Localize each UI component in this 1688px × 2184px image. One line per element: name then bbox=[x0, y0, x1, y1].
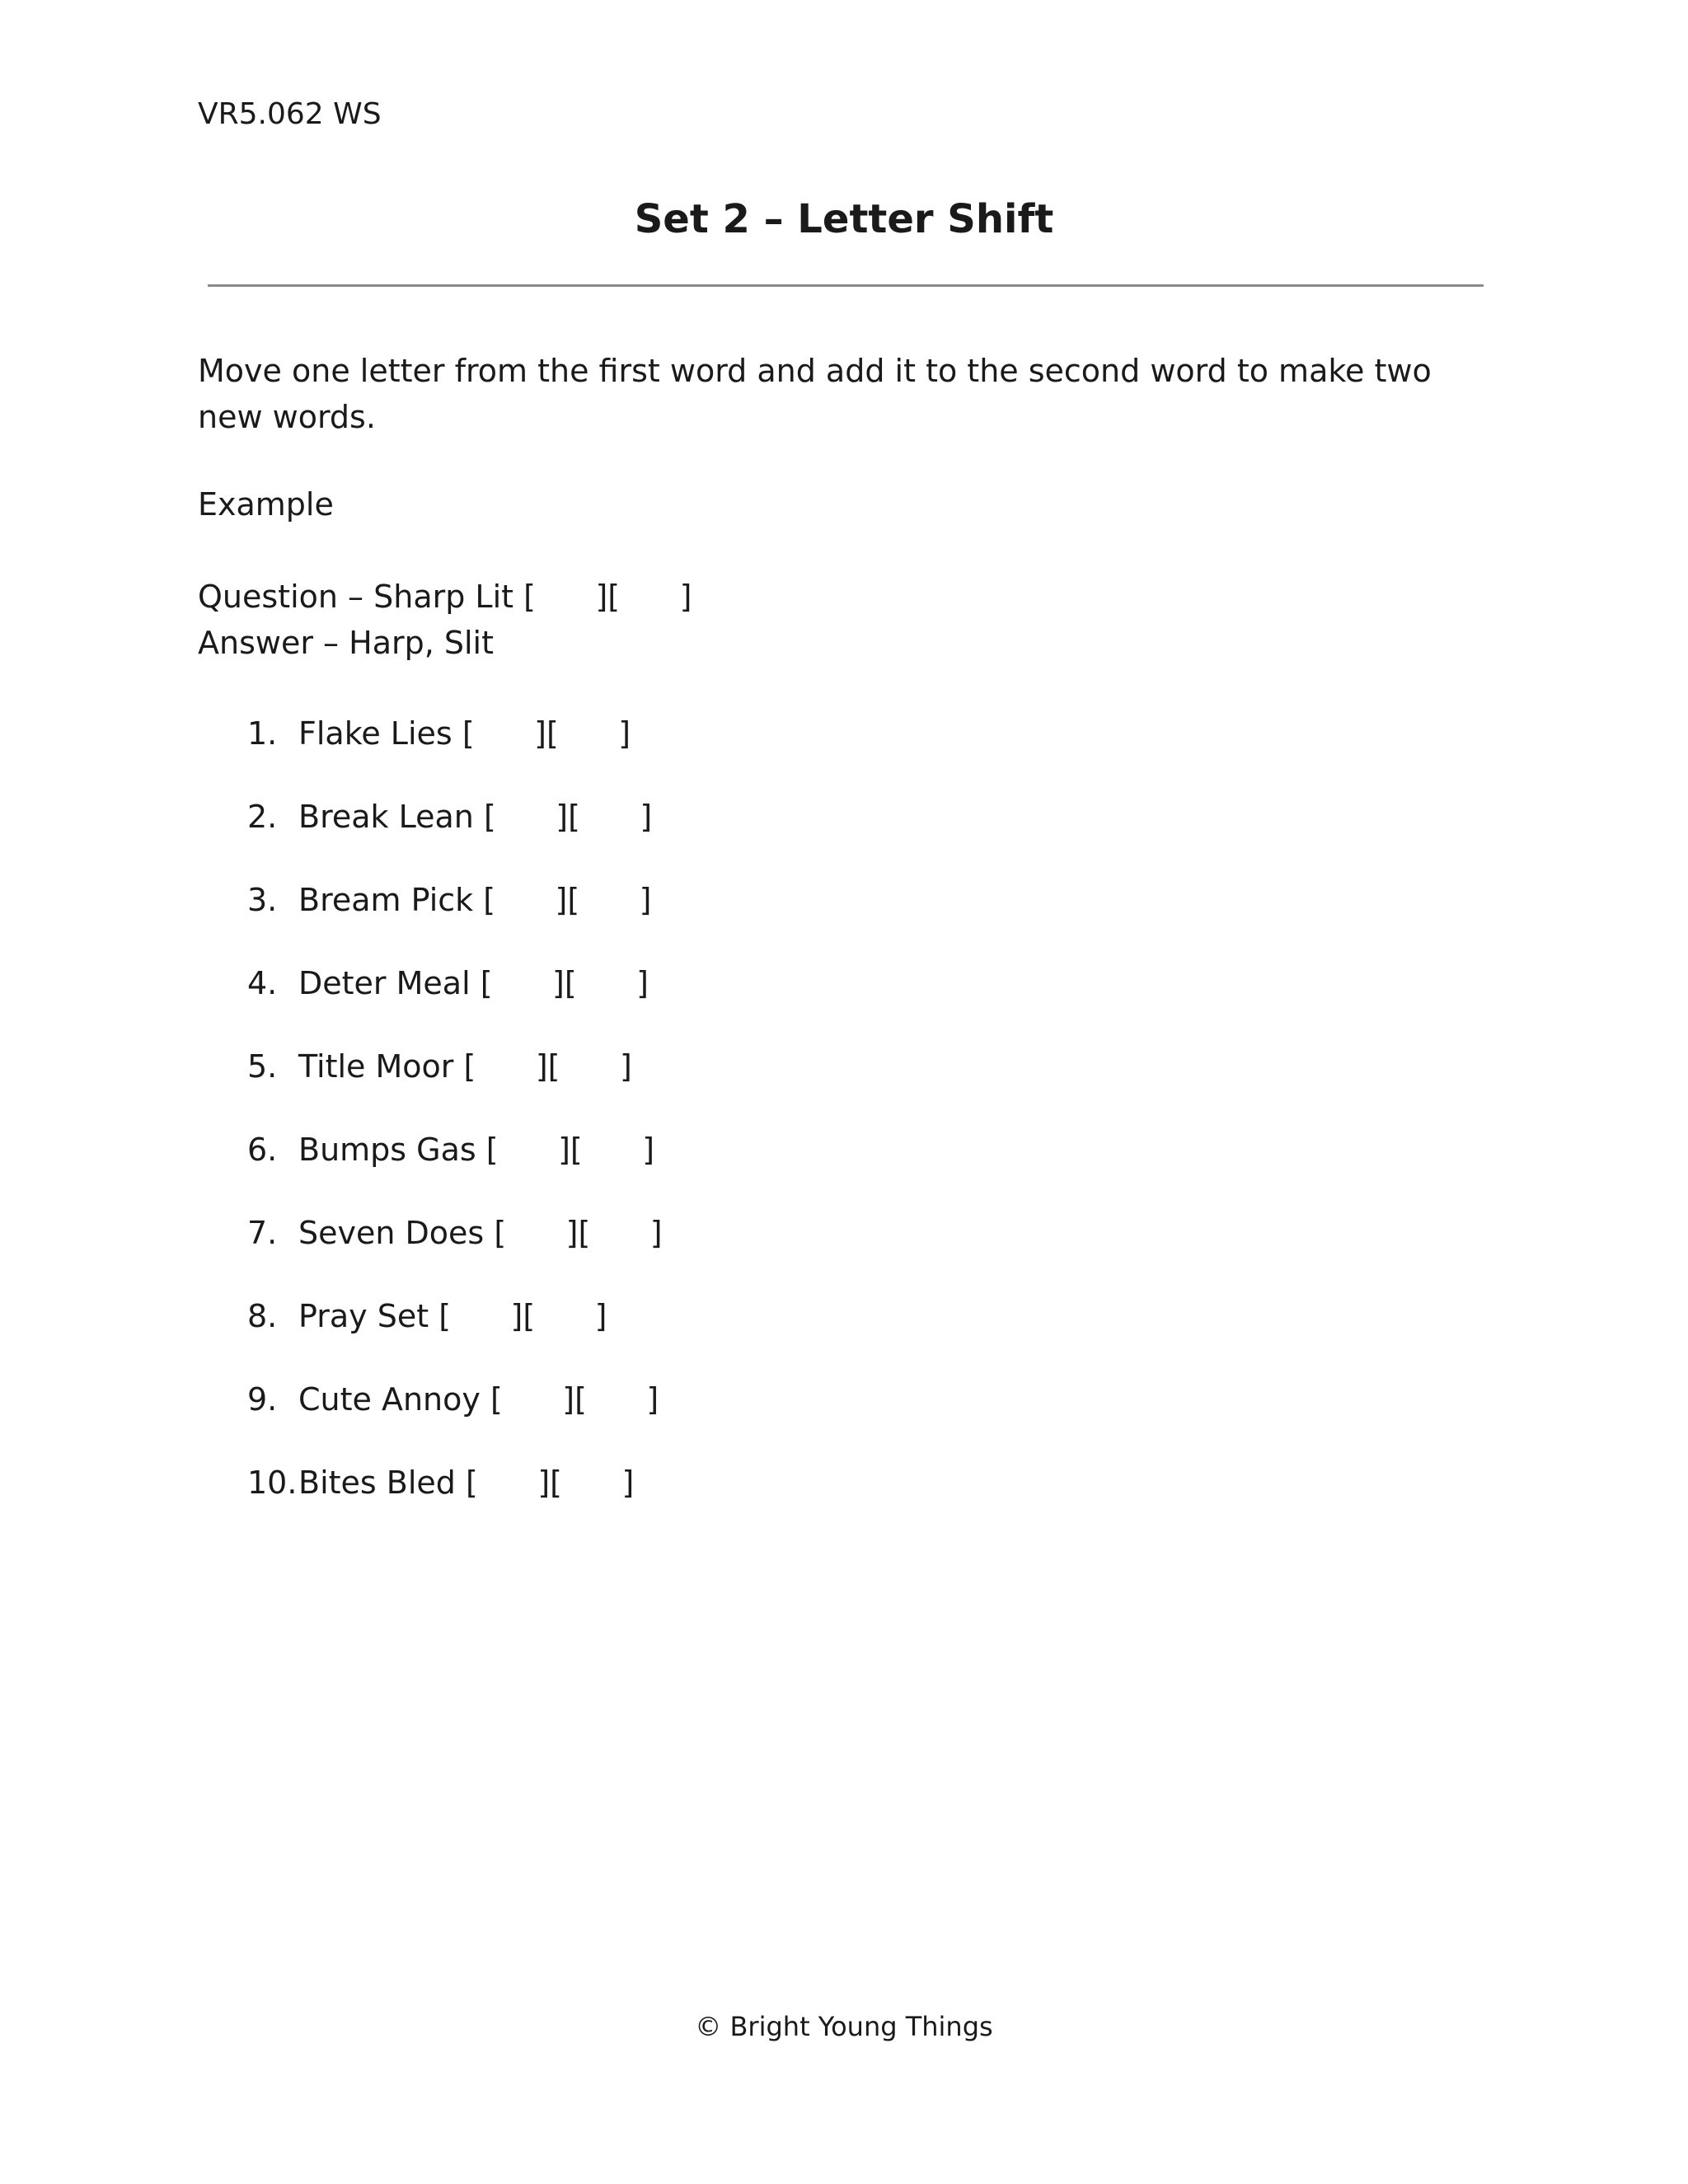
question-words: Deter Meal bbox=[298, 965, 471, 1001]
question-item bbox=[247, 1465, 663, 1548]
question-words: Cute Annoy bbox=[298, 1381, 481, 1418]
answer-blanks[interactable]: [ ][ ] bbox=[494, 1215, 663, 1251]
question-item bbox=[247, 1215, 663, 1298]
question-words: Break Lean bbox=[298, 799, 474, 835]
question-number: 10. bbox=[247, 1465, 298, 1501]
example-answer: Answer – Harp, Slit bbox=[198, 625, 495, 661]
question-item bbox=[247, 882, 663, 965]
answer-blanks[interactable]: [ ][ ] bbox=[483, 882, 652, 918]
example-label: Example bbox=[198, 486, 334, 523]
question-words: Pray Set bbox=[298, 1298, 429, 1334]
answer-blanks[interactable]: [ ][ ] bbox=[483, 799, 653, 835]
answer-blanks[interactable]: [ ][ ] bbox=[480, 965, 649, 1001]
question-number: 9. bbox=[247, 1381, 278, 1418]
question-words: Bumps Gas bbox=[298, 1132, 476, 1168]
document-code: VR5.062 WS bbox=[198, 97, 382, 131]
answer-blanks[interactable]: [ ][ ] bbox=[490, 1381, 659, 1418]
question-item bbox=[247, 715, 663, 799]
title-divider bbox=[208, 284, 1484, 287]
question-words: Seven Does bbox=[298, 1215, 485, 1251]
example-question-text: Question – Sharp Lit bbox=[198, 579, 514, 615]
copyright-footer: © Bright Young Things bbox=[695, 2011, 993, 2042]
question-number: 3. bbox=[247, 882, 278, 918]
question-item bbox=[247, 965, 663, 1048]
question-item bbox=[247, 799, 663, 882]
question-number: 2. bbox=[247, 799, 278, 835]
question-number: 5. bbox=[247, 1048, 278, 1085]
question-item bbox=[247, 1298, 663, 1381]
answer-blanks[interactable]: [ ][ ] bbox=[463, 1048, 632, 1085]
answer-blanks[interactable]: [ ][ ] bbox=[485, 1132, 655, 1168]
question-words: Bites Bled bbox=[298, 1465, 456, 1501]
question-number: 4. bbox=[247, 965, 278, 1001]
question-number: 6. bbox=[247, 1132, 278, 1168]
question-number: 7. bbox=[247, 1215, 278, 1251]
answer-blanks[interactable]: [ ][ ] bbox=[438, 1298, 607, 1334]
question-list bbox=[247, 715, 663, 1548]
answer-blanks[interactable]: [ ][ ] bbox=[466, 1465, 635, 1501]
question-words: Bream Pick bbox=[298, 882, 474, 918]
question-number: 8. bbox=[247, 1298, 278, 1334]
question-number: 1. bbox=[247, 715, 278, 752]
question-item bbox=[247, 1048, 663, 1132]
question-item bbox=[247, 1381, 663, 1465]
question-words: Title Moor bbox=[298, 1048, 454, 1085]
instructions-text: Move one letter from the first word and add it to the second word to make two new words. bbox=[198, 353, 1432, 435]
example-question bbox=[198, 579, 692, 615]
example-answer-blanks: [ ][ ] bbox=[523, 579, 692, 615]
question-words: Flake Lies bbox=[298, 715, 452, 752]
answer-blanks[interactable]: [ ][ ] bbox=[462, 715, 631, 752]
page-title: Set 2 – Letter Shift bbox=[634, 196, 1054, 242]
question-item bbox=[247, 1132, 663, 1215]
